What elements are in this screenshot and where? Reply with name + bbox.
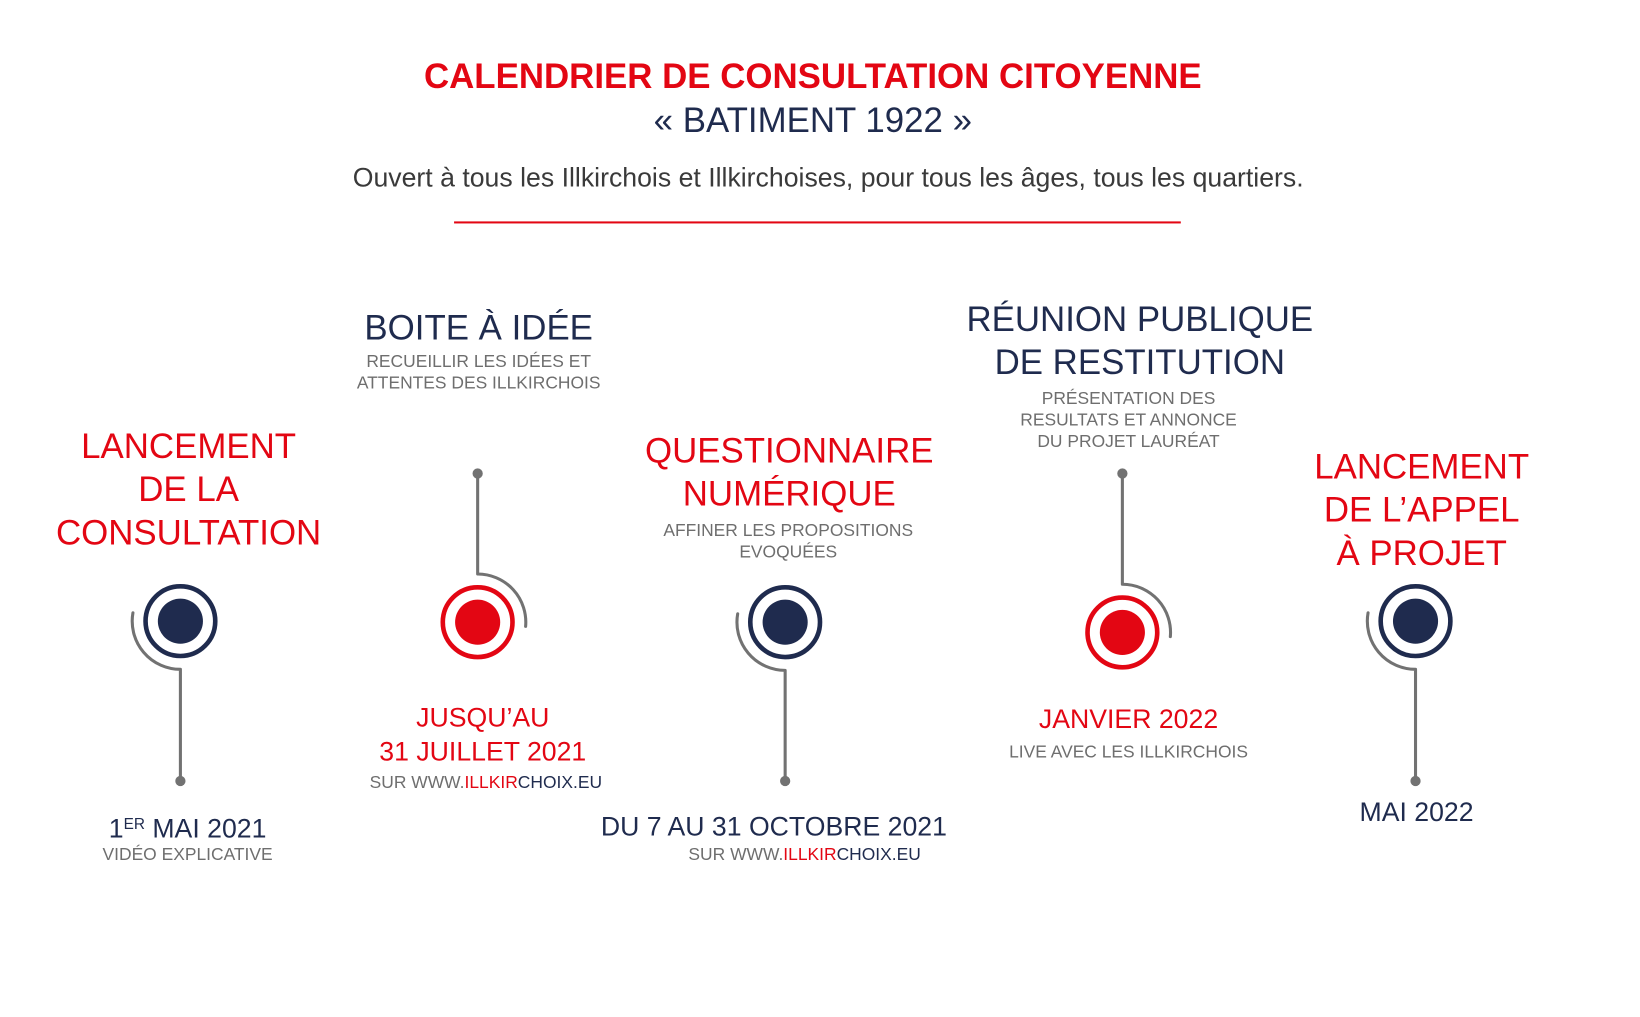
page-title: CALENDRIER DE CONSULTATION CITOYENNE bbox=[423, 57, 1202, 97]
connector-end-dot bbox=[1410, 776, 1420, 786]
step-description-line: RESULTATS ET ANNONCE bbox=[1020, 410, 1237, 430]
link-prefix: SUR WWW. bbox=[369, 772, 465, 793]
step-description-line: AFFINER LES PROPOSITIONS bbox=[663, 520, 914, 541]
step-title bbox=[645, 429, 934, 515]
connector-end-dot bbox=[175, 776, 185, 786]
link-rest: CHOIX.EU bbox=[836, 844, 921, 865]
step-title bbox=[364, 306, 593, 349]
step-description-line: PRÉSENTATION DES bbox=[1041, 388, 1216, 408]
node-core bbox=[1100, 610, 1145, 655]
date-rest: MAI 2021 bbox=[144, 812, 267, 844]
timeline-node bbox=[1088, 598, 1158, 668]
timeline-node bbox=[1381, 586, 1451, 656]
step-date bbox=[379, 701, 586, 769]
page-intro: Ouvert à tous les Illkirchois et Illkirchoises, pour tous les âges, tous les quartiers. bbox=[352, 161, 1304, 193]
step-description-line: EVOQUÉES bbox=[739, 542, 838, 562]
step-description bbox=[357, 351, 601, 394]
timeline-step-2-graphic bbox=[443, 468, 526, 657]
step-title bbox=[1314, 446, 1529, 575]
link-prefix: SUR WWW. bbox=[688, 844, 784, 865]
step-title bbox=[966, 298, 1313, 384]
step-date bbox=[601, 810, 947, 844]
step-date-line: JUSQU’AU bbox=[416, 702, 550, 733]
step-date bbox=[109, 812, 267, 846]
node-core bbox=[158, 599, 203, 644]
date-ordinal: ER bbox=[123, 815, 145, 834]
timeline-step-1-graphic bbox=[132, 586, 215, 786]
step-title-line: LANCEMENT bbox=[81, 427, 297, 467]
node-core bbox=[455, 600, 500, 645]
step-date-line: DU 7 AU 31 OCTOBRE 2021 bbox=[600, 810, 947, 842]
step-date bbox=[1360, 795, 1474, 829]
step-date bbox=[1039, 702, 1218, 736]
step-link bbox=[370, 772, 602, 794]
link-highlight: ILLKIR bbox=[464, 772, 518, 793]
timeline-step-3-graphic bbox=[737, 587, 820, 786]
node-core bbox=[1393, 599, 1438, 644]
step-title bbox=[56, 425, 321, 554]
step-description-line: ATTENTES DES ILLKIRCHOIS bbox=[356, 373, 601, 393]
step-description bbox=[1020, 387, 1237, 452]
timeline-step-5-graphic bbox=[1367, 586, 1450, 786]
step-note: LIVE AVEC LES ILLKIRCHOIS bbox=[1009, 742, 1248, 762]
step-title-line: NUMÉRIQUE bbox=[682, 474, 896, 514]
step-title-line: LANCEMENT bbox=[1314, 447, 1530, 487]
step-title-line: DE LA bbox=[138, 470, 239, 510]
link-rest: CHOIX.EU bbox=[517, 772, 603, 793]
step-title-line: CONSULTATION bbox=[55, 513, 322, 553]
step-title-line: DE L’APPEL bbox=[1323, 490, 1520, 530]
date-number: 1 bbox=[108, 812, 124, 844]
step-description-line: RECUEILLIR LES IDÉES ET bbox=[366, 351, 592, 372]
page-subtitle: « BATIMENT 1922 » bbox=[653, 101, 972, 141]
timeline-node bbox=[146, 586, 216, 656]
step-date-line: 31 JUILLET 2021 bbox=[379, 735, 587, 767]
step-description bbox=[663, 520, 913, 563]
node-core bbox=[763, 600, 808, 645]
step-description-line: DU PROJET LAURÉAT bbox=[1037, 431, 1220, 451]
step-title-line: À PROJET bbox=[1336, 534, 1507, 573]
step-title-line: DE RESTITUTION bbox=[994, 343, 1286, 383]
timeline-node bbox=[750, 587, 820, 657]
timeline-node bbox=[443, 587, 513, 657]
step-date-line: JANVIER 2022 bbox=[1038, 703, 1219, 734]
step-title-line: QUESTIONNAIRE bbox=[644, 431, 934, 471]
connector-end-dot bbox=[780, 776, 790, 786]
step-link bbox=[688, 844, 920, 866]
step-title-line: RÉUNION PUBLIQUE bbox=[966, 300, 1314, 340]
step-date-line: MAI 2022 bbox=[1359, 796, 1474, 828]
timeline-step-4-graphic bbox=[1088, 468, 1171, 667]
step-title-line: BOITE À IDÉE bbox=[364, 308, 593, 348]
link-highlight: ILLKIR bbox=[783, 844, 837, 865]
step-note: VIDÉO EXPLICATIVE bbox=[102, 844, 273, 865]
